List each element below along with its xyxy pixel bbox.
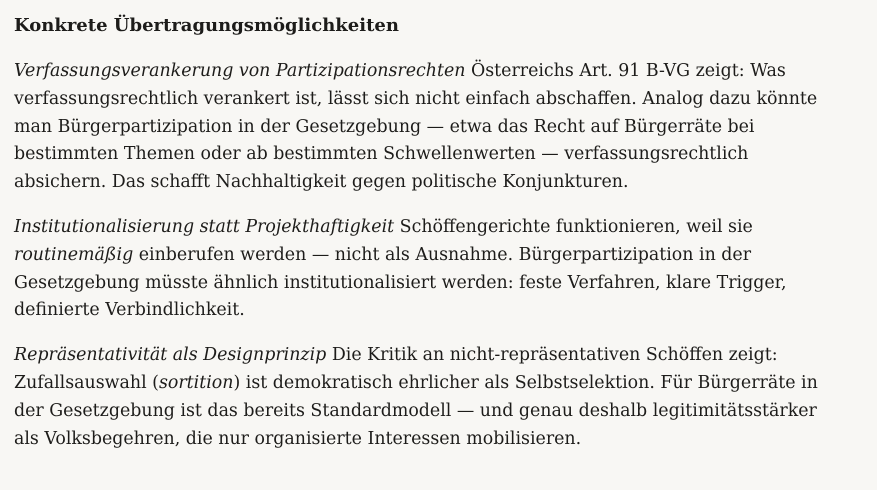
document-body	[14, 12, 872, 470]
text-line	[14, 86, 872, 114]
italic-term: sortition	[158, 372, 234, 393]
text-line	[14, 242, 872, 270]
italic-term: Institutionalisierung statt Projekthaftigkeit	[14, 216, 395, 237]
paragraph	[14, 58, 872, 197]
italic-term: Verfassungsverankerung von Partizipationsrechten	[14, 61, 466, 81]
text-line	[14, 270, 872, 298]
text-run: verfassungsrechtlich verankert ist, lässt sich nicht einfach abschaffen. Analog dazu könnte	[14, 88, 818, 109]
text-run: man Bürgerpartizipation in der Gesetzgebung — etwa das Recht auf Bürgerräte bei	[14, 116, 755, 137]
italic-term: routinemäßig	[14, 244, 134, 265]
text-run: absichern. Das schafft Nachhaltigkeit gegen politische Konjunkturen.	[14, 172, 629, 193]
text-line	[14, 214, 872, 242]
text-line	[14, 370, 872, 398]
text-line	[14, 169, 872, 197]
text-run: Österreichs Art. 91 B-VG zeigt: Was	[465, 61, 786, 81]
text-line	[14, 297, 872, 325]
text-run: definierte Verbindlichkeit.	[14, 300, 245, 321]
text-run: Gesetzgebung müsste ähnlich institutionalisiert werden: feste Verfahren, klare Trigger,	[14, 272, 787, 293]
paragraph	[14, 214, 872, 325]
text-run: der Gesetzgebung ist das bereits Standardmodell — und genau deshalb legitimitätsstärker	[14, 400, 817, 421]
text-line	[14, 398, 872, 426]
text-line	[14, 426, 872, 454]
section-heading: Konkrete Übertragungsmöglichkeiten	[14, 15, 399, 36]
text-line	[14, 58, 872, 86]
text-run: Zufallsauswahl (	[14, 372, 159, 393]
text-line	[14, 114, 872, 142]
italic-term: Repräsentativität als Designprinzip	[14, 345, 327, 366]
text-line	[14, 141, 872, 169]
text-run: einberufen werden — nicht als Ausnahme. Bürgerpartizipation in der	[133, 244, 752, 265]
text-run: Die Kritik an nicht-repräsentativen Schöffen zeigt:	[326, 345, 778, 366]
text-run: ) ist demokratisch ehrlicher als Selbstselektion. Für Bürgerräte in	[233, 372, 818, 393]
paragraph	[14, 342, 872, 453]
text-run: bestimmten Themen oder ab bestimmten Schwellenwerten — verfassungsrechtlich	[14, 144, 749, 165]
sections-container	[14, 58, 872, 453]
text-run: als Volksbegehren, die nur organisierte Interessen mobilisieren.	[14, 428, 582, 449]
text-run: Schöffengerichte funktionieren, weil sie	[394, 216, 753, 237]
text-line	[14, 342, 872, 370]
